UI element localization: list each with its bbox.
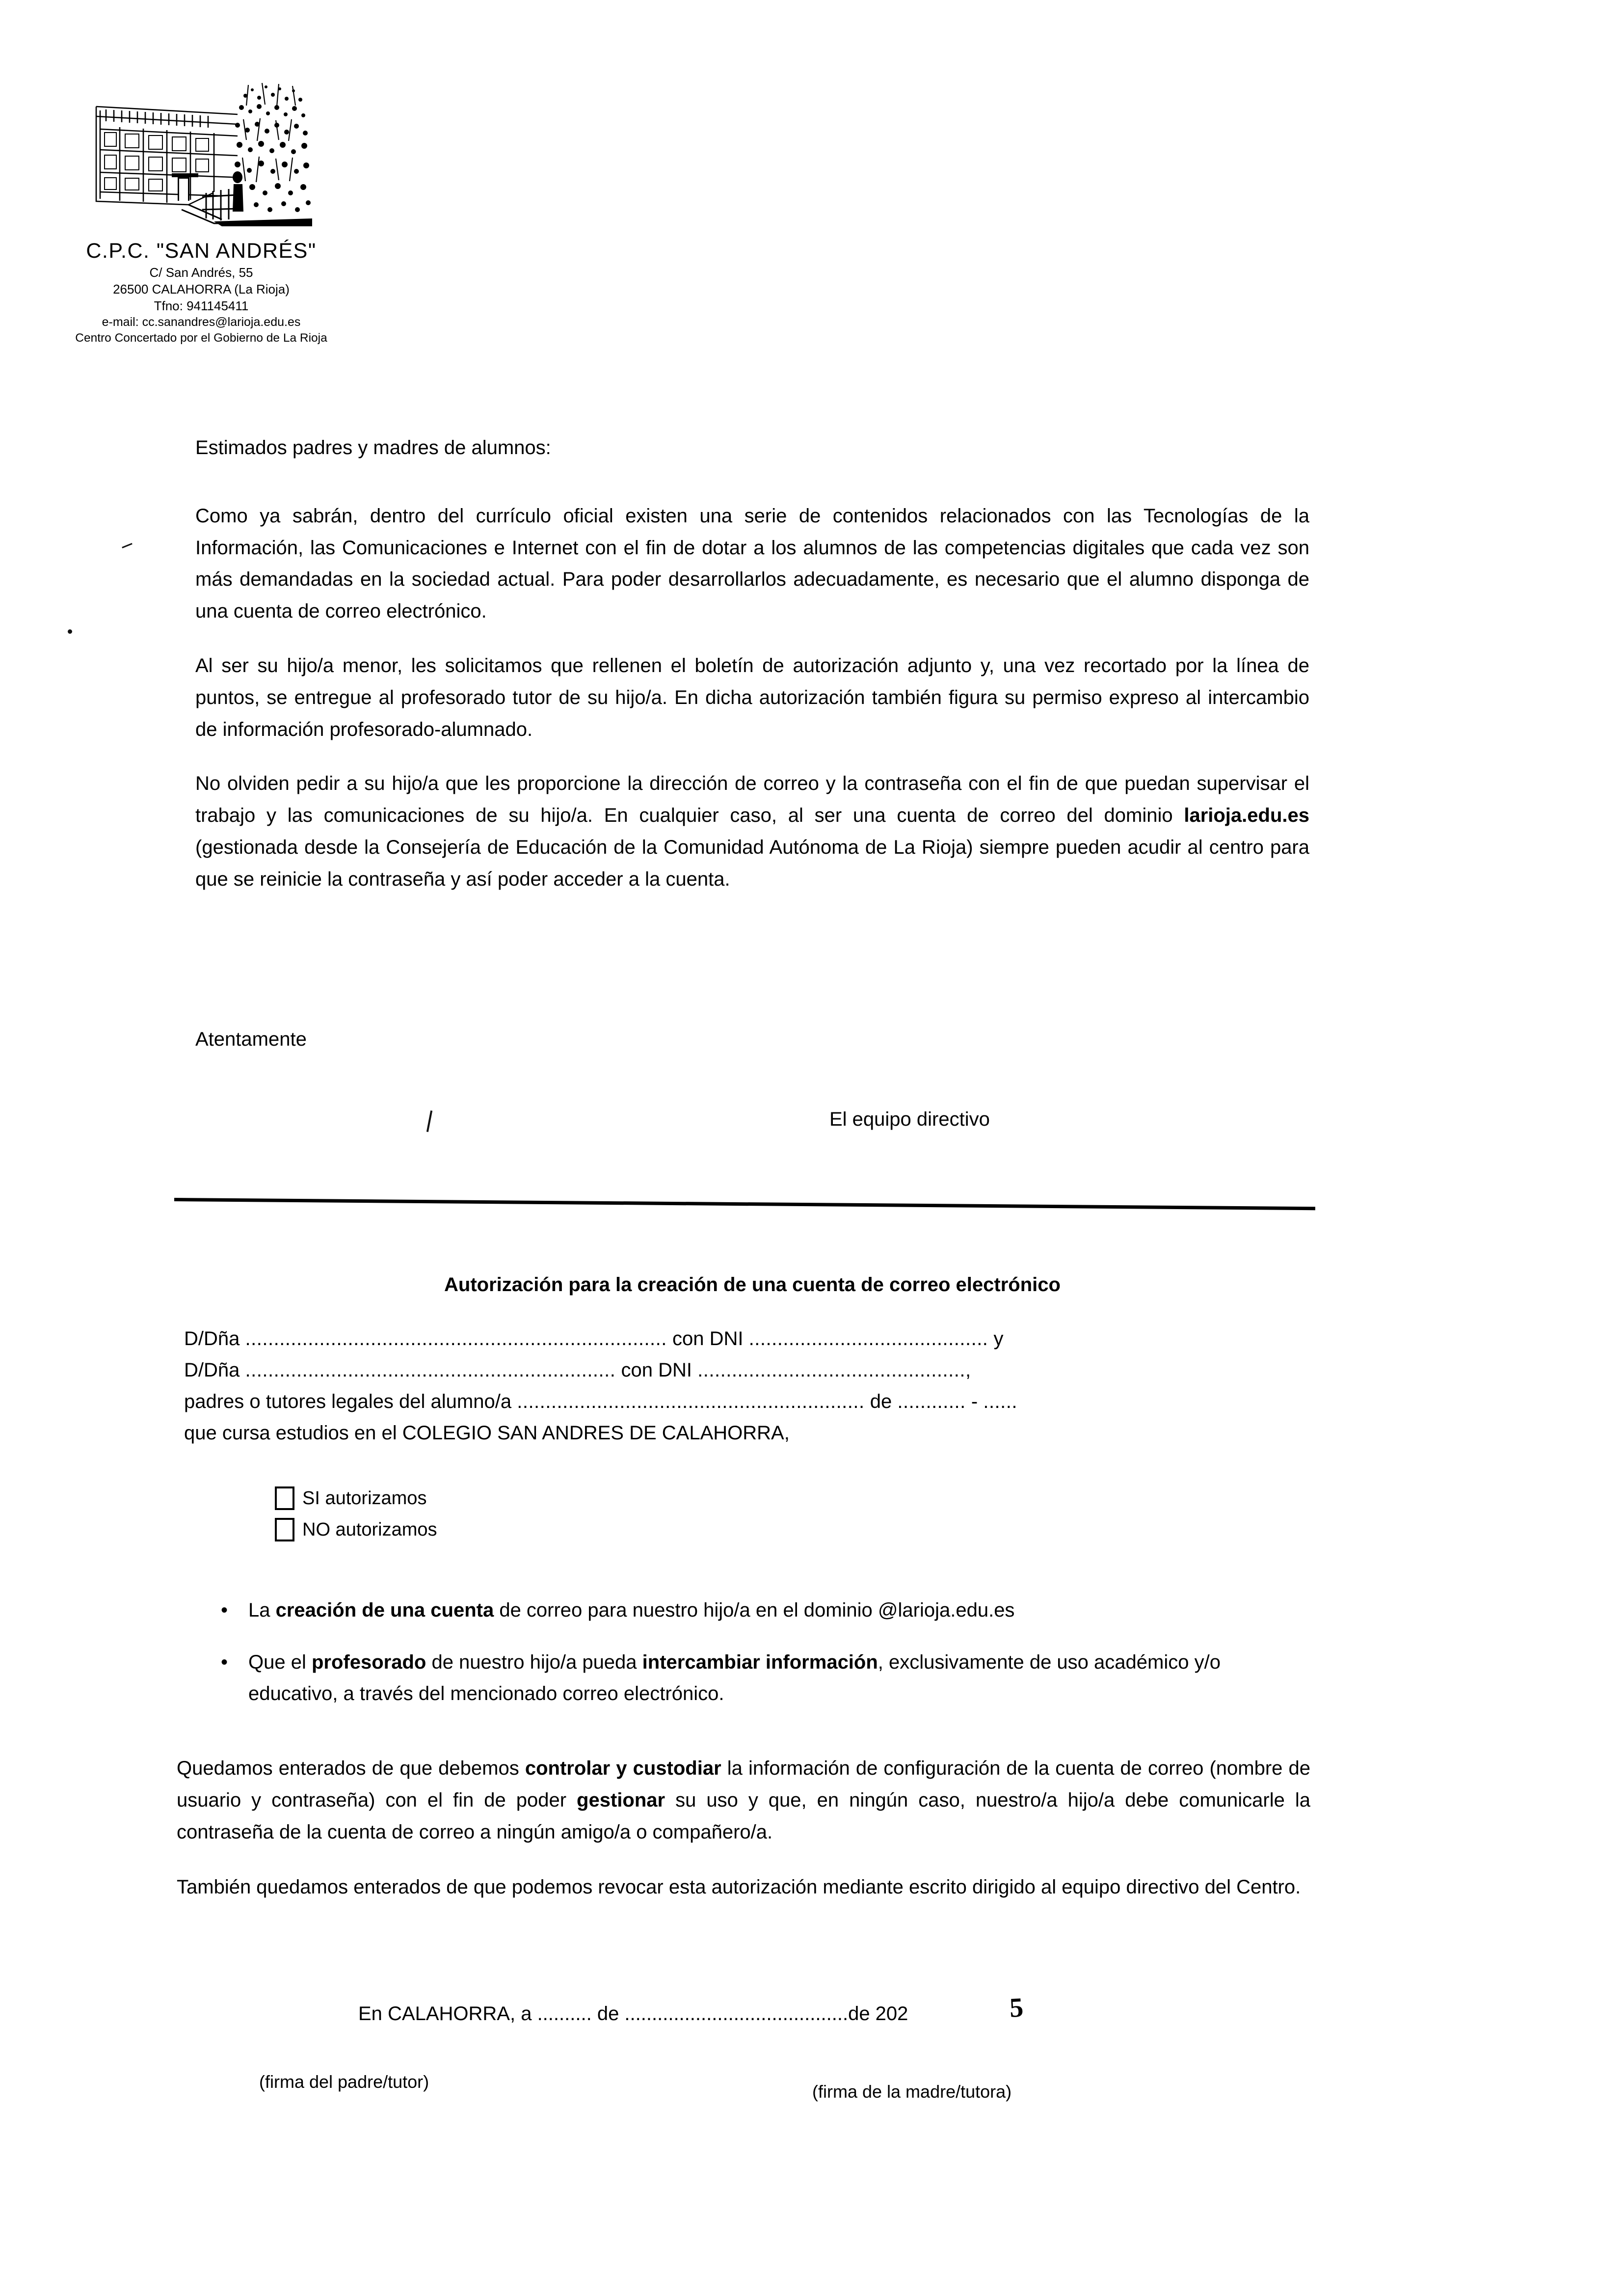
checkbox-no-label: NO autorizamos — [302, 1519, 437, 1540]
guardian-1-conjunction: y — [993, 1328, 1004, 1350]
school-building-logo-icon — [90, 76, 312, 232]
letter-paragraph-2: Al ser su hijo/a menor, les solicitamos que rellenen el boletín de autorización adjunto y, una vez recortado por la línea de puntos, se entregue al profesorado tutor de su hijo/a. En dicha autorización también figura su permiso expreso al intercambio de información profesorado-alumnado. — [195, 654, 1309, 740]
letterhead — [59, 76, 344, 346]
checkbox-row-no[interactable] — [275, 1514, 437, 1545]
school-concert-note: Centro Concertado por el Gobierno de La Rioja — [75, 331, 327, 345]
form-line-guardian-1 — [184, 1323, 1313, 1354]
student-group-blank[interactable]: ...... — [983, 1391, 1018, 1412]
letter-paragraph-3 — [195, 768, 1309, 895]
school-email: e-mail: cc.sanandres@larioja.edu.es — [102, 315, 301, 329]
guardian-2-dni-label: con DNI — [621, 1359, 692, 1381]
signature-label-mother: (firma de la madre/tutora) — [812, 2081, 1012, 2102]
student-name-blank[interactable]: ............................................................. — [517, 1391, 865, 1412]
bullet-marker-icon: • — [221, 1599, 228, 1621]
bullet-2-part-c: , exclusivamente de uso académico y/o educativo, a través del mencionado correo electrónico. — [248, 1651, 1221, 1704]
authorization-bullet-list — [221, 1594, 1310, 1730]
guardian-1-dni-label: con DNI — [672, 1328, 744, 1350]
bullet-2-emphasis-1: profesorado — [311, 1651, 426, 1673]
letter-signature-block: El equipo directivo — [829, 1108, 990, 1130]
guardian-1-dni-blank[interactable]: .......................................... — [748, 1328, 988, 1350]
bullet-1-emphasis: creación de una cuenta — [275, 1599, 494, 1621]
school-street: C/ San Andrés, 55 — [149, 265, 253, 280]
scan-artifact-mark — [122, 543, 133, 548]
authorization-choices — [275, 1483, 437, 1545]
school-name: C.P.C. "SAN ANDRÉS" — [86, 239, 317, 263]
checkbox-yes-label: SI autorizamos — [302, 1487, 427, 1509]
handwritten-year-digit: 5 — [1009, 1992, 1024, 2024]
form-line-guardian-2 — [184, 1354, 1313, 1386]
scan-artifact-mark — [426, 1110, 432, 1132]
bullet-2-emphasis-2: intercambiar información — [642, 1651, 878, 1673]
form-line-student — [184, 1386, 1313, 1417]
signature-label-father: (firma del padre/tutor) — [259, 2072, 429, 2092]
student-de-label: de — [870, 1391, 892, 1412]
student-course-dash: - — [971, 1391, 978, 1412]
scan-artifact-mark — [68, 629, 72, 634]
date-line[interactable]: En CALAHORRA, a .......... de .........................................de 202 — [358, 2003, 908, 2025]
closing-1-part-a: Quedamos enterados de que debemos — [177, 1757, 525, 1779]
student-label: padres o tutores legales del alumno/a — [184, 1391, 512, 1412]
checkbox-no-icon[interactable] — [275, 1518, 294, 1541]
student-course-blank[interactable]: ............ — [897, 1391, 966, 1412]
domain-emphasis: larioja.edu.es — [1184, 805, 1309, 827]
bullet-1-part-a: La — [248, 1599, 276, 1621]
bullet-account-text — [248, 1594, 1310, 1626]
bullet-marker-icon: • — [221, 1651, 228, 1673]
closing-paragraph-1 — [177, 1753, 1310, 1848]
closing-1-part-b: la información de configuración de la cuenta de correo (nombre de usuario y contraseña) con el fin de poder — [177, 1757, 1311, 1811]
letter-paragraph-1: Como ya sabrán, dentro del currículo oficial existen una serie de contenidos relacionados con las Tecnologías de la Información, las Comunicaciones e Internet con el fin de dotar a los alumnos de las competencias digitales que cada vez son más demandadas en la sociedad actual. Para poder desarrollarlos adecuadamente, es necesario que el alumno disponga de una cuenta de correo electrónico. — [195, 505, 1309, 622]
closing-1-emphasis-2: gestionar — [577, 1789, 665, 1811]
authorization-closing-paragraphs — [177, 1753, 1310, 1927]
bullet-teacher-text — [248, 1647, 1310, 1709]
guardian-2-name-blank[interactable]: ................................................................. — [245, 1359, 616, 1381]
closing-1-part-c: su uso y que, en ningún caso, nuestro/a hijo/a debe comunicarle la contraseña de la cuenta de correo a ningún amigo/a o compañero/a. — [177, 1789, 1310, 1843]
school-phone: Tfno: 941145411 — [154, 298, 249, 313]
bullet-2-part-a: Que el — [248, 1651, 312, 1673]
paragraph-3-part-a: No olviden pedir a su hijo/a que les proporcione la dirección de correo y la contraseña con el fin de que puedan supervisar el trabajo y las comunicaciones de su hijo/a. En cualquier caso, al ser una cuenta de correo del dominio — [195, 773, 1309, 827]
school-city: 26500 CALAHORRA (La Rioja) — [113, 281, 290, 297]
closing-paragraph-2: También quedamos enterados de que podemos revocar esta autorización mediante escrito dirigido al equipo directivo del Centro. — [177, 1876, 1301, 1898]
form-line-school: que cursa estudios en el COLEGIO SAN ANDRES DE CALAHORRA, — [184, 1422, 790, 1444]
paragraph-3-part-b: (gestionada desde la Consejería de Educación de la Comunidad Autónoma de La Rioja) siempre pueden acudir al centro para que se reinicie la contraseña y así poder acceder a la cuenta. — [195, 836, 1309, 890]
closing-1-emphasis-1: controlar y custodiar — [525, 1757, 721, 1779]
cut-line-separator — [174, 1198, 1315, 1210]
bullet-item-teacher-exchange — [221, 1647, 1310, 1709]
letter-greeting: Estimados padres y madres de alumnos: — [195, 437, 551, 459]
guardian-1-name-blank[interactable]: .......................................................................... — [245, 1328, 667, 1350]
guardian-2-dni-blank[interactable]: ..............................................., — [697, 1359, 971, 1381]
authorization-title: Autorización para la creación de una cuenta de correo electrónico — [444, 1274, 1061, 1296]
authorization-form-lines — [184, 1323, 1313, 1449]
bullet-1-part-b: de correo para nuestro hijo/a en el dominio @larioja.edu.es — [494, 1599, 1015, 1621]
letter-body — [195, 432, 1309, 918]
guardian-1-label: D/Dña — [184, 1328, 240, 1350]
letter-closing-word: Atentamente — [195, 1028, 307, 1050]
bullet-2-part-b: de nuestro hijo/a pueda — [426, 1651, 642, 1673]
bullet-item-account — [221, 1594, 1310, 1626]
guardian-2-label: D/Dña — [184, 1359, 240, 1381]
checkbox-yes-icon[interactable] — [275, 1486, 294, 1510]
checkbox-row-yes[interactable] — [275, 1483, 437, 1514]
